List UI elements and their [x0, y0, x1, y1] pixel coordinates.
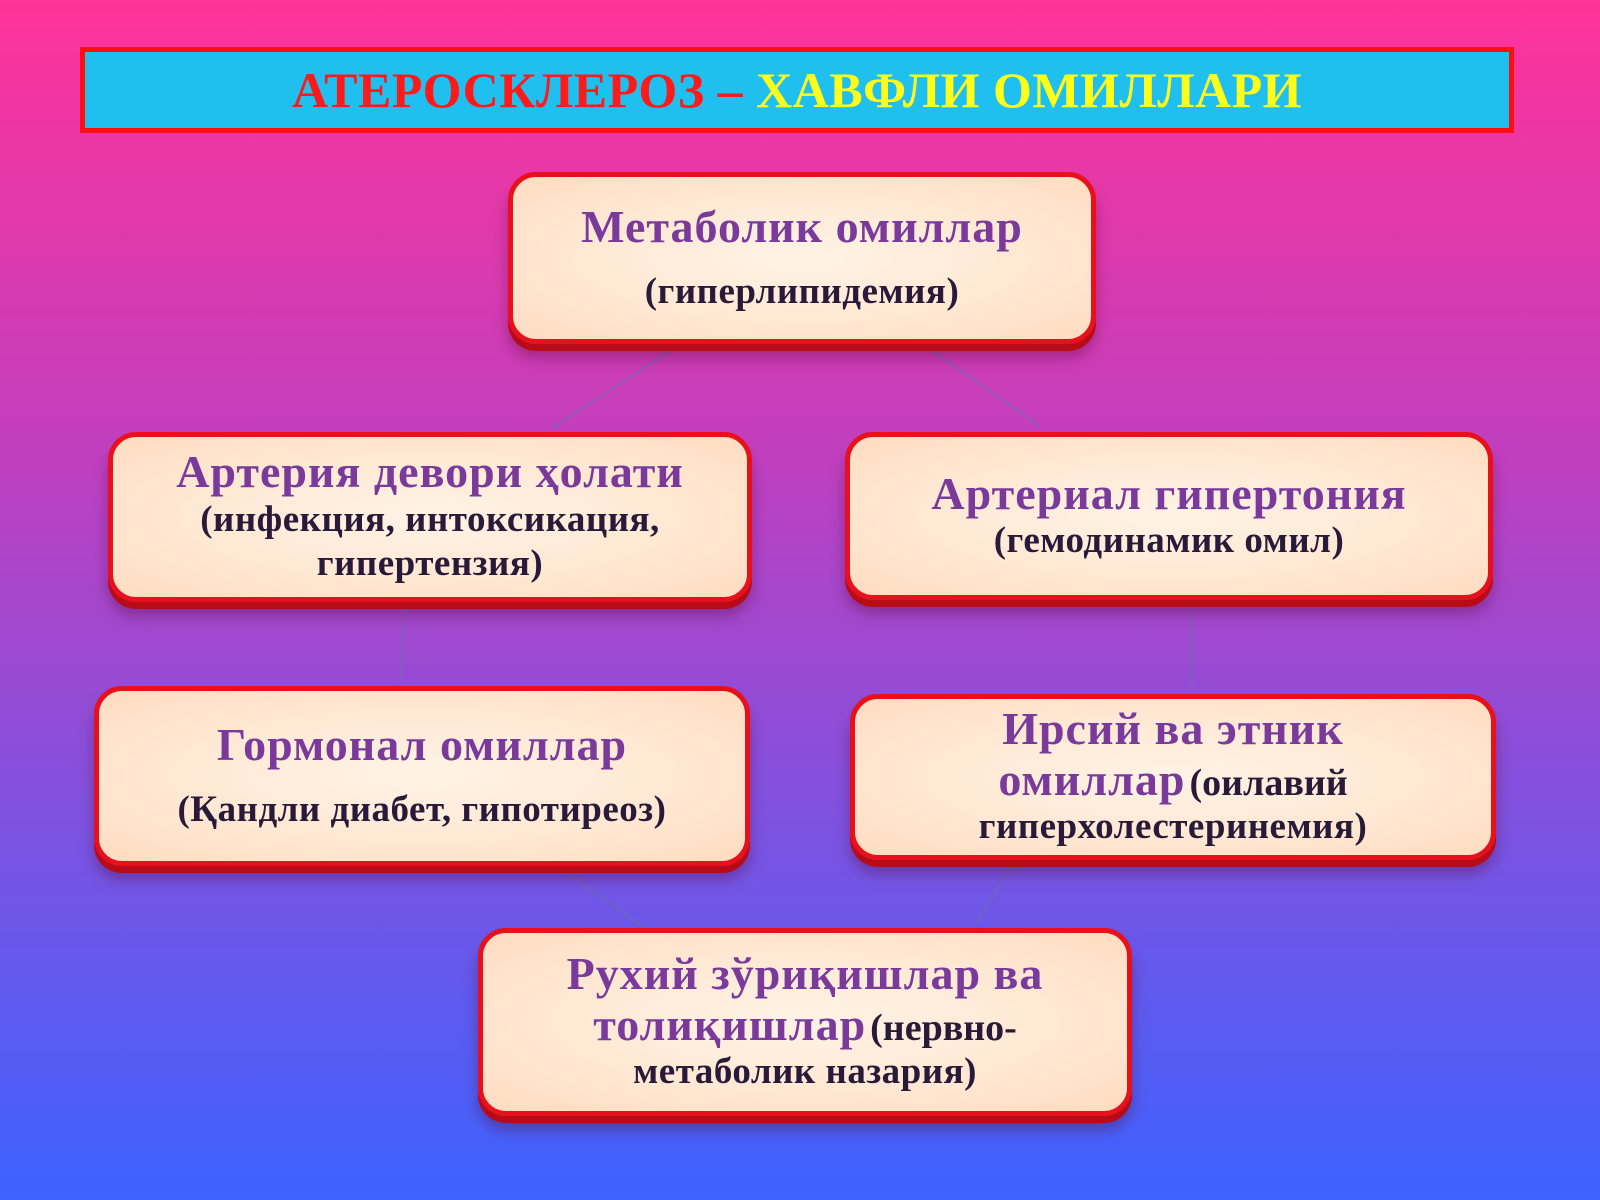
box-metabolic-title: Метаболик омиллар	[581, 200, 1023, 252]
box-stress-subtitle-inline: (нервно-	[870, 1006, 1017, 1049]
box-metabolic-factors	[508, 172, 1096, 344]
connector-hereditary-stress	[975, 868, 1010, 925]
box-stress-line-2	[593, 1000, 1017, 1051]
box-hormonal-title: Гормонал омиллар	[216, 718, 628, 770]
box-stress-subtitle: метаболик назария)	[633, 1051, 977, 1093]
box-arterial-hypertension	[845, 432, 1493, 600]
box-hereditary-subtitle: гиперхолестеринемия)	[978, 806, 1368, 848]
box-hereditary-title-1: Ирсий ва этник	[1002, 703, 1344, 755]
box-hereditary-title-2: омиллар	[998, 753, 1186, 805]
box-stress-title-1: Рухий зўриқишлар ва	[566, 948, 1044, 1000]
connector-metabolic-artery	[552, 348, 675, 428]
title-part-2: ХАВФЛИ ОМИЛЛАРИ	[756, 62, 1303, 118]
box-stress-title-2: толиқишлар	[593, 998, 867, 1050]
box-artery-wall	[108, 432, 752, 602]
box-psychological-stress	[478, 928, 1132, 1116]
box-hypertension-subtitle: (гемодинамик омил)	[993, 520, 1345, 562]
box-artery-wall-subtitle-1: (инфекция, интоксикация,	[200, 498, 660, 540]
box-hormonal-subtitle: (Қандли диабет, гипотиреоз)	[177, 789, 667, 831]
box-artery-wall-subtitle-2: гипертензия)	[316, 543, 544, 585]
box-artery-wall-title: Артерия девори ҳолати	[176, 446, 684, 498]
title-part-1: АТЕРОСКЛЕРОЗ –	[291, 62, 744, 118]
box-hereditary-line-2	[998, 755, 1347, 806]
connector-metabolic-hypertension	[928, 348, 1040, 426]
box-hormonal-factors	[94, 686, 750, 866]
box-hereditary-factors	[850, 694, 1496, 860]
box-hereditary-subtitle-inline: (оилавий	[1189, 761, 1348, 804]
box-hypertension-title: Артериал гипертония	[931, 467, 1407, 519]
connector-artery-hormonal	[400, 606, 405, 682]
box-metabolic-subtitle: (гиперлипидемия)	[644, 271, 960, 313]
connector-hormonal-stress	[560, 868, 645, 928]
